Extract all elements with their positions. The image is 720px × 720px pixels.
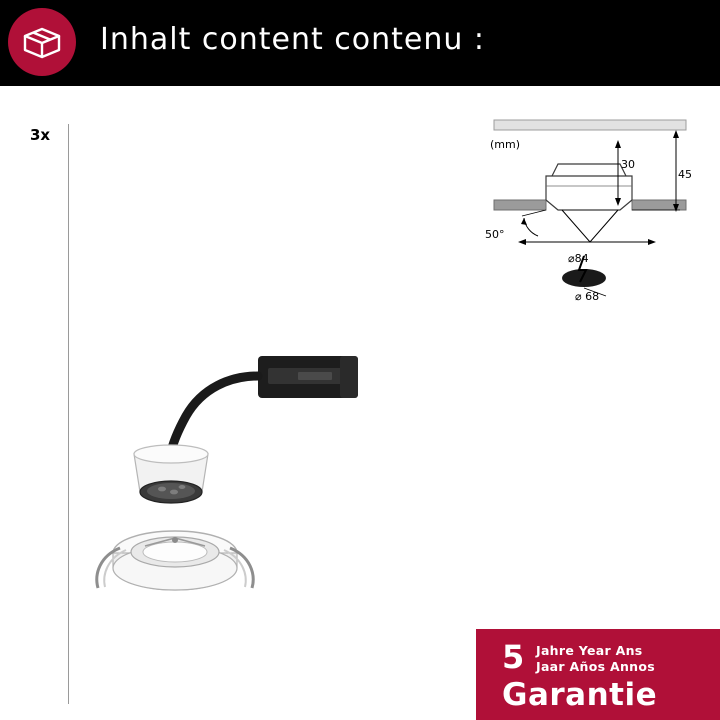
column-divider [68,124,69,704]
content-area [0,86,720,720]
dimension-depth-total: 45 [678,168,692,181]
quantity-label: 3x [30,126,51,144]
warranty-languages-line-2: Jaar Años Annos [536,659,655,674]
warranty-years: 5 [502,638,525,676]
dimension-depth-inner: 30 [621,158,635,171]
product-illustration [90,256,390,596]
dimension-outer-diameter: ⌀84 [568,252,589,265]
page-header [0,0,720,86]
page-title: Inhalt content contenu : [100,22,486,57]
warranty-title: Garantie [502,677,658,713]
warranty-languages-line-1: Jahre Year Ans [536,643,643,658]
open-box-icon [8,8,76,76]
unit-label: (mm) [490,138,521,151]
dimension-beam-angle: 50° [485,228,505,241]
warranty-badge [476,629,720,720]
dimension-cutout-diameter: ⌀ 68 [575,290,600,303]
dimension-drawing [480,106,710,426]
